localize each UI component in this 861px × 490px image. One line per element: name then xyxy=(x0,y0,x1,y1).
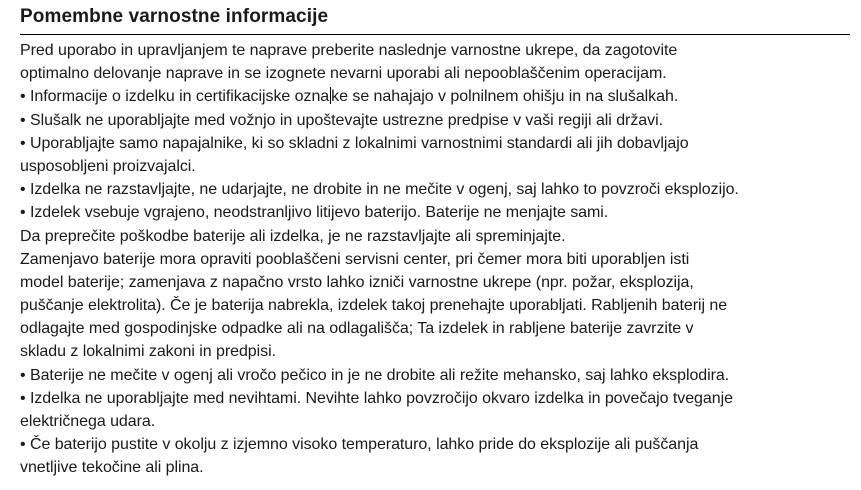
text-line: Pred uporabo in upravljanjem te naprave preberite naslednje varnostne ukrepe, da zagotovite xyxy=(20,42,678,59)
text-line: • Slušalk ne uporabljajte med vožnjo in upoštevajte ustrezne predpise v vaši regiji ali državi. xyxy=(20,111,663,129)
text-line: Da preprečite poškodbe baterije ali izdelka, je ne razstavljajte ali spreminjajte. xyxy=(20,227,566,245)
text-line: • Baterije ne mečite v ogenj ali vročo pečico in je ne drobite ali režite mehansko, saj lahko eksplodira. xyxy=(20,366,730,384)
text-line: model baterije; zamenjava z napačno vrsto lahko izniči varnostne ukrepe (npr. požar, eksplozija, xyxy=(20,273,694,291)
text-line: • Izdelek vsebuje vgrajeno, neodstranljivo litijevo baterijo. Baterije ne menjajte sami. xyxy=(20,204,609,222)
safety-document xyxy=(20,0,850,480)
text-line: Zamenjavo baterije mora opraviti pooblaščeni servisni center, pri čemer mora biti uporabljen isti xyxy=(20,250,690,268)
document-body[interactable] xyxy=(20,39,850,480)
text-line-with-caret xyxy=(20,85,850,108)
text-line: • Izdelka ne uporabljajte med nevihtami. Nevihte lahko povzročijo okvaro izdelka in povečajo tveganje xyxy=(20,389,733,407)
text-line: • Uporabljajte samo napajalnike, ki so skladni z lokalnimi varnostnimi standardi ali jih dobavljajo xyxy=(20,134,689,152)
text-line: skladu z lokalnimi zakoni in predpisi. xyxy=(20,343,276,361)
text-line: • Če baterijo pustite v okolju z izjemno visoko temperaturo, lahko pride do eksplozije ali puščanja xyxy=(20,436,699,454)
text-line: puščanje elektrolita). Če je baterija nabrekla, izdelek takoj prenehajte uporabljati. Rabljenih baterij ne xyxy=(20,297,728,315)
text-line: električnega udara. xyxy=(20,413,156,430)
text-line: • Izdelka ne razstavljajte, ne udarjajte, ne drobite in ne mečite v ogenj, saj lahko to povzroči eksplozijo. xyxy=(20,181,739,199)
text-line: odlagajte med gospodinjske odpadke ali na odlagališča; Ta izdelek in rabljene baterije zavrzite v xyxy=(20,320,694,338)
text-line: usposobljeni proizvajalci. xyxy=(20,157,196,175)
text-line: optimalno delovanje naprave in se izognete nevarni uporabi ali nepooblaščenim operacijam. xyxy=(20,65,667,83)
text-segment: ke se nahajajo v polnilnem ohišju in na slušalkah. xyxy=(331,88,679,106)
text-line: vnetljive tekočine ali plina. xyxy=(20,459,204,477)
text-segment: • Informacije o izdelku in certifikacijske ozna xyxy=(20,88,330,106)
page-title: Pomembne varnostne informacije xyxy=(20,0,850,35)
